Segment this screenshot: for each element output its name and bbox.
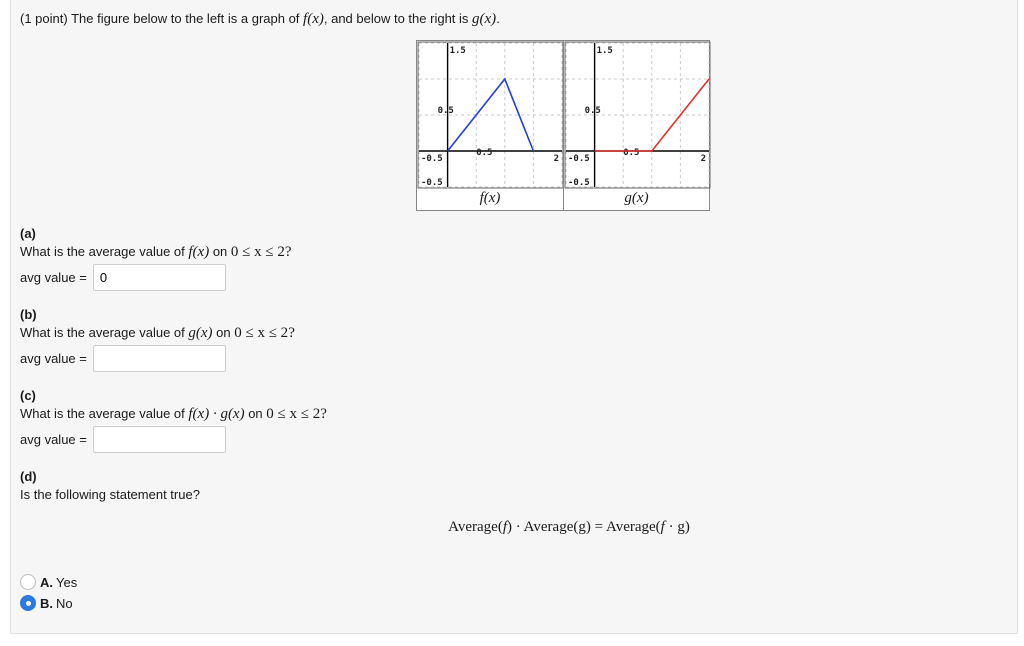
radio-yes[interactable] — [20, 574, 36, 590]
graphs-figure — [416, 40, 710, 211]
part-c-answer-input[interactable] — [93, 426, 226, 453]
f-of-x: f(x) — [303, 11, 324, 27]
part-d-label: (d) — [20, 469, 37, 484]
part-a — [20, 226, 292, 291]
part-c-answer-label: avg value = — [20, 432, 87, 447]
part-b — [20, 307, 295, 372]
part-d-statement: Average(f) · Average(g) = Average(f · g) — [448, 519, 690, 535]
graph-f-tick-y-0-5: 0.5 — [437, 106, 454, 116]
choice-yes-label: Yes — [56, 574, 78, 590]
graph-g-plot — [564, 41, 711, 189]
part-a-answer-row — [20, 264, 292, 291]
part-b-answer-row — [20, 345, 295, 372]
choice-no[interactable]: B. No — [20, 593, 77, 613]
problem-panel — [10, 0, 1018, 634]
part-d-choices — [20, 572, 77, 614]
choice-no-label: No — [56, 595, 73, 611]
part-a-answer-input[interactable] — [93, 264, 226, 291]
part-c-label: (c) — [20, 388, 36, 403]
graph-g-tick-x-0-5: 0.5 — [623, 148, 640, 158]
part-d — [20, 469, 200, 502]
radio-no[interactable] — [20, 595, 36, 611]
part-a-question: What is the average value of f(x) on 0 ≤ x ≤ 2? — [20, 244, 292, 260]
part-b-answer-label: avg value = — [20, 351, 87, 366]
part-a-answer-label: avg value = — [20, 270, 87, 285]
graph-g-tick-x-2: 2 — [700, 154, 706, 164]
part-b-question: What is the average value of g(x) on 0 ≤ x ≤ 2? — [20, 325, 295, 341]
graph-g-caption: g(x) — [624, 190, 649, 206]
part-b-label: (b) — [20, 307, 37, 322]
part-c-question: What is the average value of f(x) · g(x) on 0 ≤ x ≤ 2? — [20, 406, 327, 422]
graph-f-caption: f(x) — [479, 190, 501, 206]
g-of-x: g(x) — [472, 11, 497, 27]
part-c-answer-row — [20, 426, 327, 453]
graph-f-tick-x-neg-0-5: -0.5 — [421, 154, 443, 164]
graph-f-tick-y-neg-0-5: -0.5 — [421, 178, 443, 188]
graph-g-tick-y-0-5: 0.5 — [584, 106, 601, 116]
graph-f-tick-1-5: 1.5 — [449, 46, 466, 56]
graph-f-series-line — [448, 79, 534, 151]
choice-yes[interactable]: A. Yes — [20, 572, 77, 592]
part-b-answer-input[interactable] — [93, 345, 226, 372]
graph-f-plot — [417, 41, 564, 189]
problem-intro: (1 point) The figure below to the left is a graph of f(x), and below to the right is g(x). — [20, 11, 500, 27]
graph-g-tick-1-5: 1.5 — [596, 46, 613, 56]
graph-g-tick-y-neg-0-5: -0.5 — [568, 178, 590, 188]
graph-g-tick-x-neg-0-5: -0.5 — [568, 154, 590, 164]
graph-f-tick-x-2: 2 — [553, 154, 559, 164]
part-d-question: Is the following statement true? — [20, 487, 200, 502]
graph-f-tick-x-0-5: 0.5 — [476, 148, 493, 158]
part-a-label: (a) — [20, 226, 36, 241]
graph-f — [417, 41, 563, 210]
part-c — [20, 388, 327, 453]
graph-g — [563, 41, 709, 210]
